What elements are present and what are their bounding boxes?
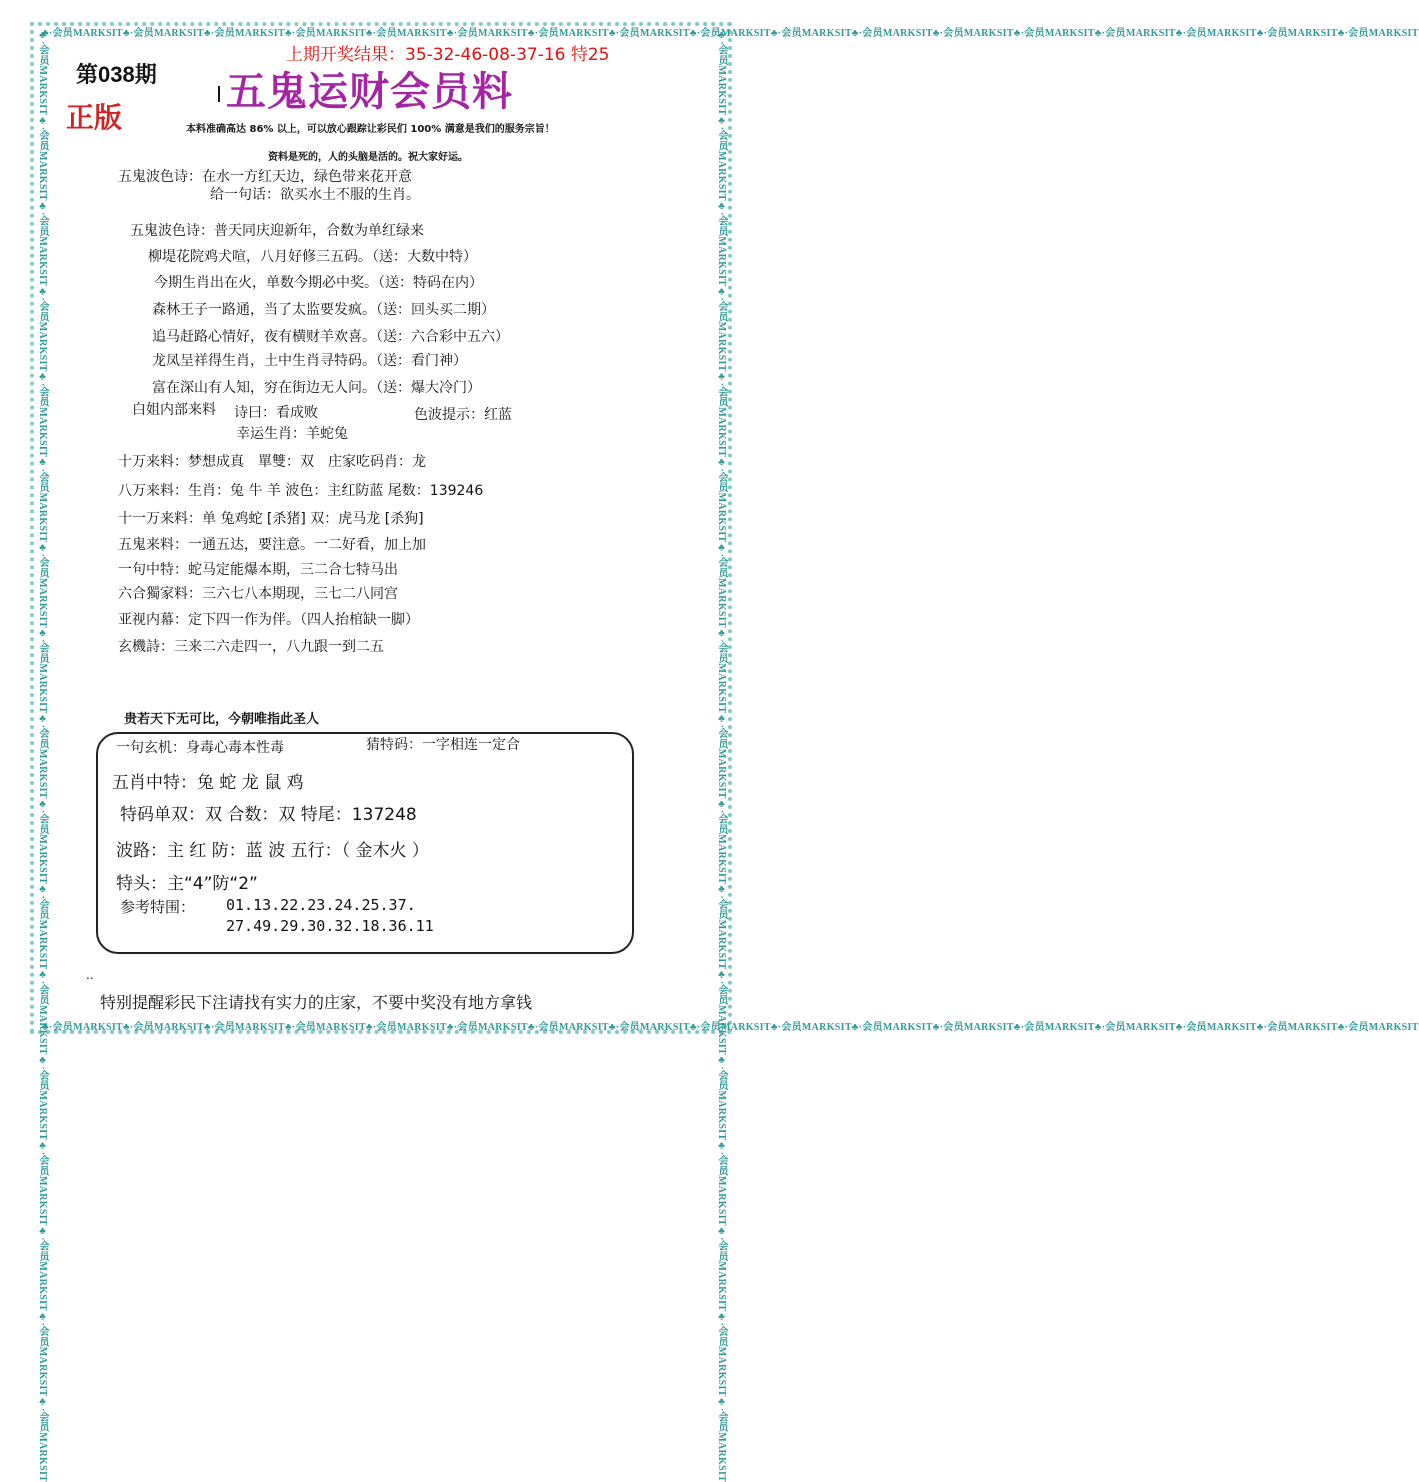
poem-line-2: 给一句话：欲买水土不服的生肖。 <box>210 187 420 203</box>
lucky-zodiac: 幸运生肖：羊蛇兔 <box>236 426 348 442</box>
reference-label: 参考特围： <box>120 898 196 916</box>
bottom-reminder: 特别提醒彩民下注请找有实力的庄家，不要中奖没有地方拿钱 <box>100 993 533 1012</box>
reference-numbers-1: 01.13.22.23.24.25.37. <box>226 896 416 914</box>
title-divider <box>218 86 220 102</box>
info-line: 玄機詩：三来二六走四一，八九跟一到二五 <box>118 639 384 655</box>
watermark-bottom: ♣·会员MARKSIT♣·会员MARKSIT♣·会员MARKSIT♣·会员MARKSIT♣·会员MARKSIT♣·会员MARKSIT♣·会员MARKSIT♣·会员MARKSIT♣·会员MARKSIT♣·会员MARKSIT♣·会员MARKSIT♣·会员MARKSIT♣·会员MARKSIT♣·会员MARKSIT♣·会员MARKSIT♣·会员MARKSIT♣·会员MARKSIT <box>42 1022 1419 1033</box>
info-line: 五鬼来料：一通五达，要注意。一二好看，加上加 <box>118 537 426 553</box>
watermark-top: ♣·会员MARKSIT♣·会员MARKSIT♣·会员MARKSIT♣·会员MARKSIT♣·会员MARKSIT♣·会员MARKSIT♣·会员MARKSIT♣·会员MARKSIT♣·会员MARKSIT♣·会员MARKSIT♣·会员MARKSIT♣·会员MARKSIT♣·会员MARKSIT♣·会员MARKSIT♣·会员MARKSIT♣·会员MARKSIT♣·会员MARKSIT <box>42 28 1419 39</box>
verse-line: 追马赶路心情好，夜有横财羊欢喜。（送：六合彩中五六） <box>152 329 509 345</box>
odd-even: 特码单双：双 合数：双 特尾：137248 <box>120 805 417 825</box>
verse-line: 柳堤花院鸡犬喧，八月好修三五码。（送：大数中特） <box>148 249 477 265</box>
verse-line: 龙凤呈祥得生肖，土中生肖寻特码。（送：看门神） <box>152 353 467 369</box>
poem-line-1: 五鬼波色诗：在水一方红天边，绿色带来花开意 <box>118 169 412 185</box>
accuracy-note: 本料准确高达 86% 以上，可以放心跟踪让彩民们 100% 满意是我们的服务宗旨！ <box>186 124 555 135</box>
inside-poem: 诗曰：看成败 <box>234 405 318 421</box>
info-line: 六合獨家料：三六七八本期现，三七二八同宫 <box>118 586 398 602</box>
info-line: 十一万来料：单 兔鸡蛇 [杀猪] 双：虎马龙 [杀狗] <box>118 511 424 527</box>
verse-line: 森林王子一路通，当了太监要发疯。（送：回头买二期） <box>152 302 495 318</box>
reference-numbers-2: 27.49.29.30.32.18.36.11 <box>226 917 434 935</box>
saying: 贵若天下无可比，今朝唯指此圣人 <box>124 712 320 727</box>
luck-note: 资料是死的，人的头脑是活的。祝大家好运。 <box>268 152 468 163</box>
verse-head: 五鬼波色诗：普天同庆迎新年，合数为单红绿来 <box>130 223 424 239</box>
info-line: 八万来料：生肖：兔 牛 羊 波色：主红防蓝 尾数：139246 <box>118 483 484 499</box>
issue-number: 第038期 <box>76 62 157 87</box>
info-line: 亚视内幕：定下四一作为伴。（四人抬棺缺一脚） <box>118 612 419 628</box>
color-hint: 色波提示：红蓝 <box>414 407 512 423</box>
watermark-left: ♣·会员MARKSIT♣·会员MARKSIT♣·会员MARKSIT♣·会员MARKSIT♣·会员MARKSIT♣·会员MARKSIT♣·会员MARKSIT♣·会员MARKSIT♣·会员MARKSIT♣·会员MARKSIT♣·会员MARKSIT♣·会员MARKSIT♣·会员MARKSIT♣·会员MARKSIT♣·会员MARKSIT♣·会员MARKSIT♣·会员MARKSIT <box>37 30 48 1482</box>
riddle: 一句玄机：身毒心毒本性毒 <box>116 740 284 756</box>
verse-line: 今期生肖出在火，单数今期必中奖。（送：特码在内） <box>154 275 483 291</box>
last-result: 上期开奖结果：35-32-46-08-37-16 特25 <box>286 45 610 65</box>
info-line: 十万来料：梦想成真 單雙：双 庄家吃码肖：龙 <box>118 454 426 470</box>
edition-label: 正版 <box>66 101 123 134</box>
verse-line: 富在深山有人知，穷在街边无人问。（送：爆大冷门） <box>152 380 481 396</box>
wave-path: 波路：主 红 防：蓝 波 五行：（ 金木火 ） <box>116 841 429 861</box>
watermark-right: ♣·会员MARKSIT♣·会员MARKSIT♣·会员MARKSIT♣·会员MARKSIT♣·会员MARKSIT♣·会员MARKSIT♣·会员MARKSIT♣·会员MARKSIT♣·会员MARKSIT♣·会员MARKSIT♣·会员MARKSIT♣·会员MARKSIT♣·会员MARKSIT♣·会员MARKSIT♣·会员MARKSIT♣·会员MARKSIT♣·会员MARKSIT <box>716 30 727 1482</box>
page-title: 五鬼运财会员料 <box>226 68 513 115</box>
special-head: 特头：主“4”防“2” <box>116 874 258 894</box>
inside-label: 白姐内部来料 <box>132 402 216 418</box>
dots: .. <box>86 968 94 982</box>
guess-code: 猜特码：一字相连一定合 <box>366 737 520 753</box>
info-line: 一句中特：蛇马定能爆本期，三二合七特马出 <box>118 562 398 578</box>
five-zodiac: 五肖中特：兔 蛇 龙 鼠 鸡 <box>112 773 304 793</box>
